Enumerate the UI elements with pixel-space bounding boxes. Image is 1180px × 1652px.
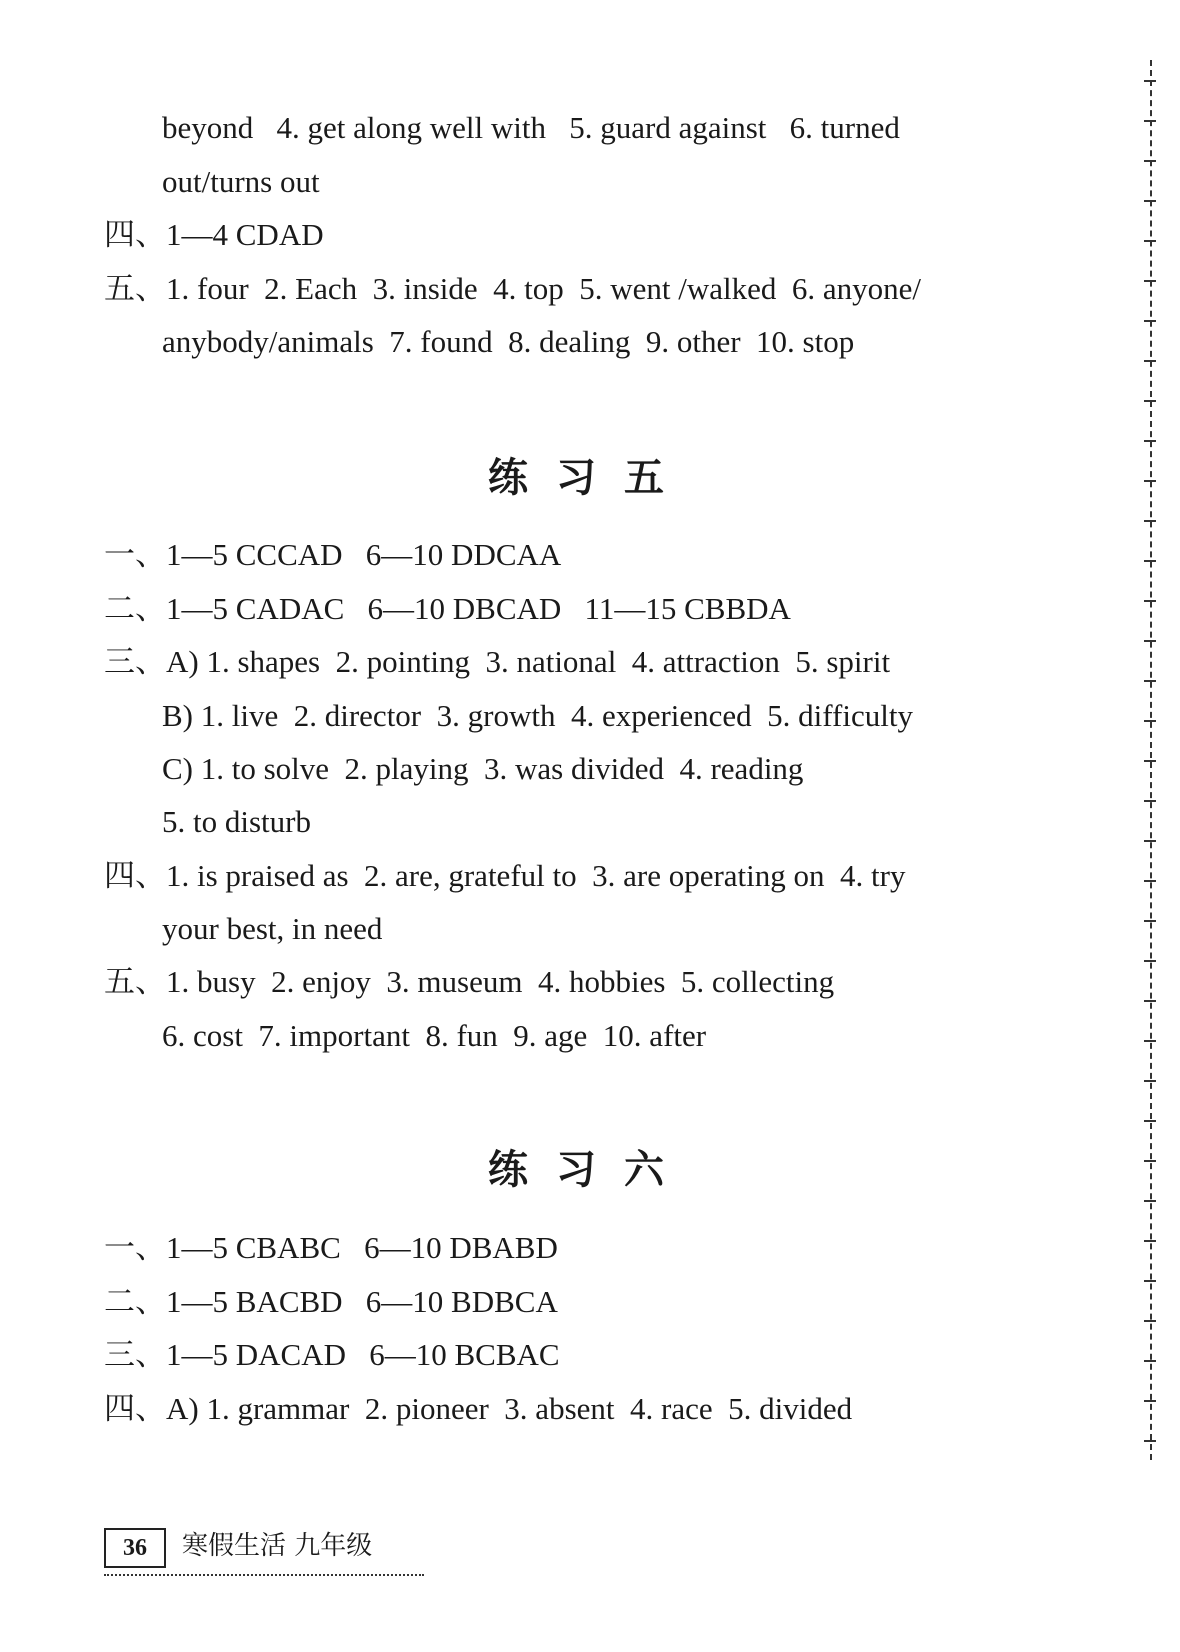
cut-tick xyxy=(1144,720,1156,722)
book-title: 寒假生活 九年级 xyxy=(182,1531,373,1561)
answer-line: anybody/animals 7. found 8. dealing 9. other 10. stop xyxy=(162,324,855,359)
cut-tick xyxy=(1144,400,1156,402)
cut-tick xyxy=(1144,920,1156,922)
answer-line: 5. to disturb xyxy=(162,804,311,839)
cut-tick xyxy=(1144,760,1156,762)
cut-tick xyxy=(1144,1040,1156,1042)
cut-tick xyxy=(1144,840,1156,842)
answer-line: your best, in need xyxy=(162,911,383,946)
cut-tick xyxy=(1144,480,1156,482)
cut-tick xyxy=(1144,280,1156,282)
answer-line: 五、1. four 2. Each 3. inside 4. top 5. went /walked 6. anyone/ xyxy=(104,271,922,306)
answer-line: 四、A) 1. grammar 2. pioneer 3. absent 4. race 5. divided xyxy=(104,1391,853,1426)
page-number: 36 xyxy=(104,1528,166,1568)
cut-tick xyxy=(1144,1160,1156,1162)
cut-tick xyxy=(1144,120,1156,122)
cut-tick xyxy=(1144,1400,1156,1402)
answer-line: 一、1—5 CCCAD 6—10 DDCAA xyxy=(104,537,562,572)
cut-tick xyxy=(1144,320,1156,322)
cut-tick xyxy=(1144,1000,1156,1002)
cut-tick xyxy=(1144,640,1156,642)
cut-tick xyxy=(1144,240,1156,242)
cut-tick xyxy=(1144,680,1156,682)
answer-line: beyond 4. get along well with 5. guard against 6. turned xyxy=(162,110,900,145)
cut-tick xyxy=(1144,1360,1156,1362)
cut-tick xyxy=(1144,1440,1156,1442)
answer-line: 二、1—5 BACBD 6—10 BDBCA xyxy=(104,1284,558,1319)
cut-tick xyxy=(1144,80,1156,82)
cut-tick xyxy=(1144,160,1156,162)
cut-tick xyxy=(1144,960,1156,962)
cut-tick xyxy=(1144,1120,1156,1122)
answer-line: 二、1—5 CADAC 6—10 DBCAD 11—15 CBBDA xyxy=(104,591,791,626)
cut-tick xyxy=(1144,1200,1156,1202)
section-title-6: 练习六 xyxy=(488,1147,692,1193)
answer-line: 6. cost 7. important 8. fun 9. age 10. after xyxy=(162,1018,707,1053)
cut-tick xyxy=(1144,800,1156,802)
cut-tick xyxy=(1144,560,1156,562)
answer-line: 三、A) 1. shapes 2. pointing 3. national 4. attraction 5. spirit xyxy=(104,644,891,679)
cut-tick xyxy=(1144,1240,1156,1242)
answer-line: 五、1. busy 2. enjoy 3. museum 4. hobbies 5. collecting xyxy=(104,964,835,999)
answer-line: 一、1—5 CBABC 6—10 DBABD xyxy=(104,1230,558,1265)
cut-tick xyxy=(1144,1320,1156,1322)
answer-line: 四、1—4 CDAD xyxy=(104,217,324,252)
cut-tick xyxy=(1144,1080,1156,1082)
cut-tick xyxy=(1144,200,1156,202)
cut-tick xyxy=(1144,1280,1156,1282)
cut-tick xyxy=(1144,880,1156,882)
answer-line: 三、1—5 DACAD 6—10 BCBAC xyxy=(104,1337,560,1372)
cut-tick xyxy=(1144,600,1156,602)
section-title-5: 练习五 xyxy=(488,455,692,501)
answer-line: B) 1. live 2. director 3. growth 4. experienced 5. difficulty xyxy=(162,698,913,733)
answer-line: C) 1. to solve 2. playing 3. was divided 4. reading xyxy=(162,751,804,786)
cut-tick xyxy=(1144,440,1156,442)
cut-tick xyxy=(1144,520,1156,522)
answer-line: out/turns out xyxy=(162,164,320,199)
answer-line: 四、1. is praised as 2. are, grateful to 3. are operating on 4. try xyxy=(104,858,906,893)
cut-tick xyxy=(1144,360,1156,362)
footer-dotted-line xyxy=(104,1574,424,1576)
